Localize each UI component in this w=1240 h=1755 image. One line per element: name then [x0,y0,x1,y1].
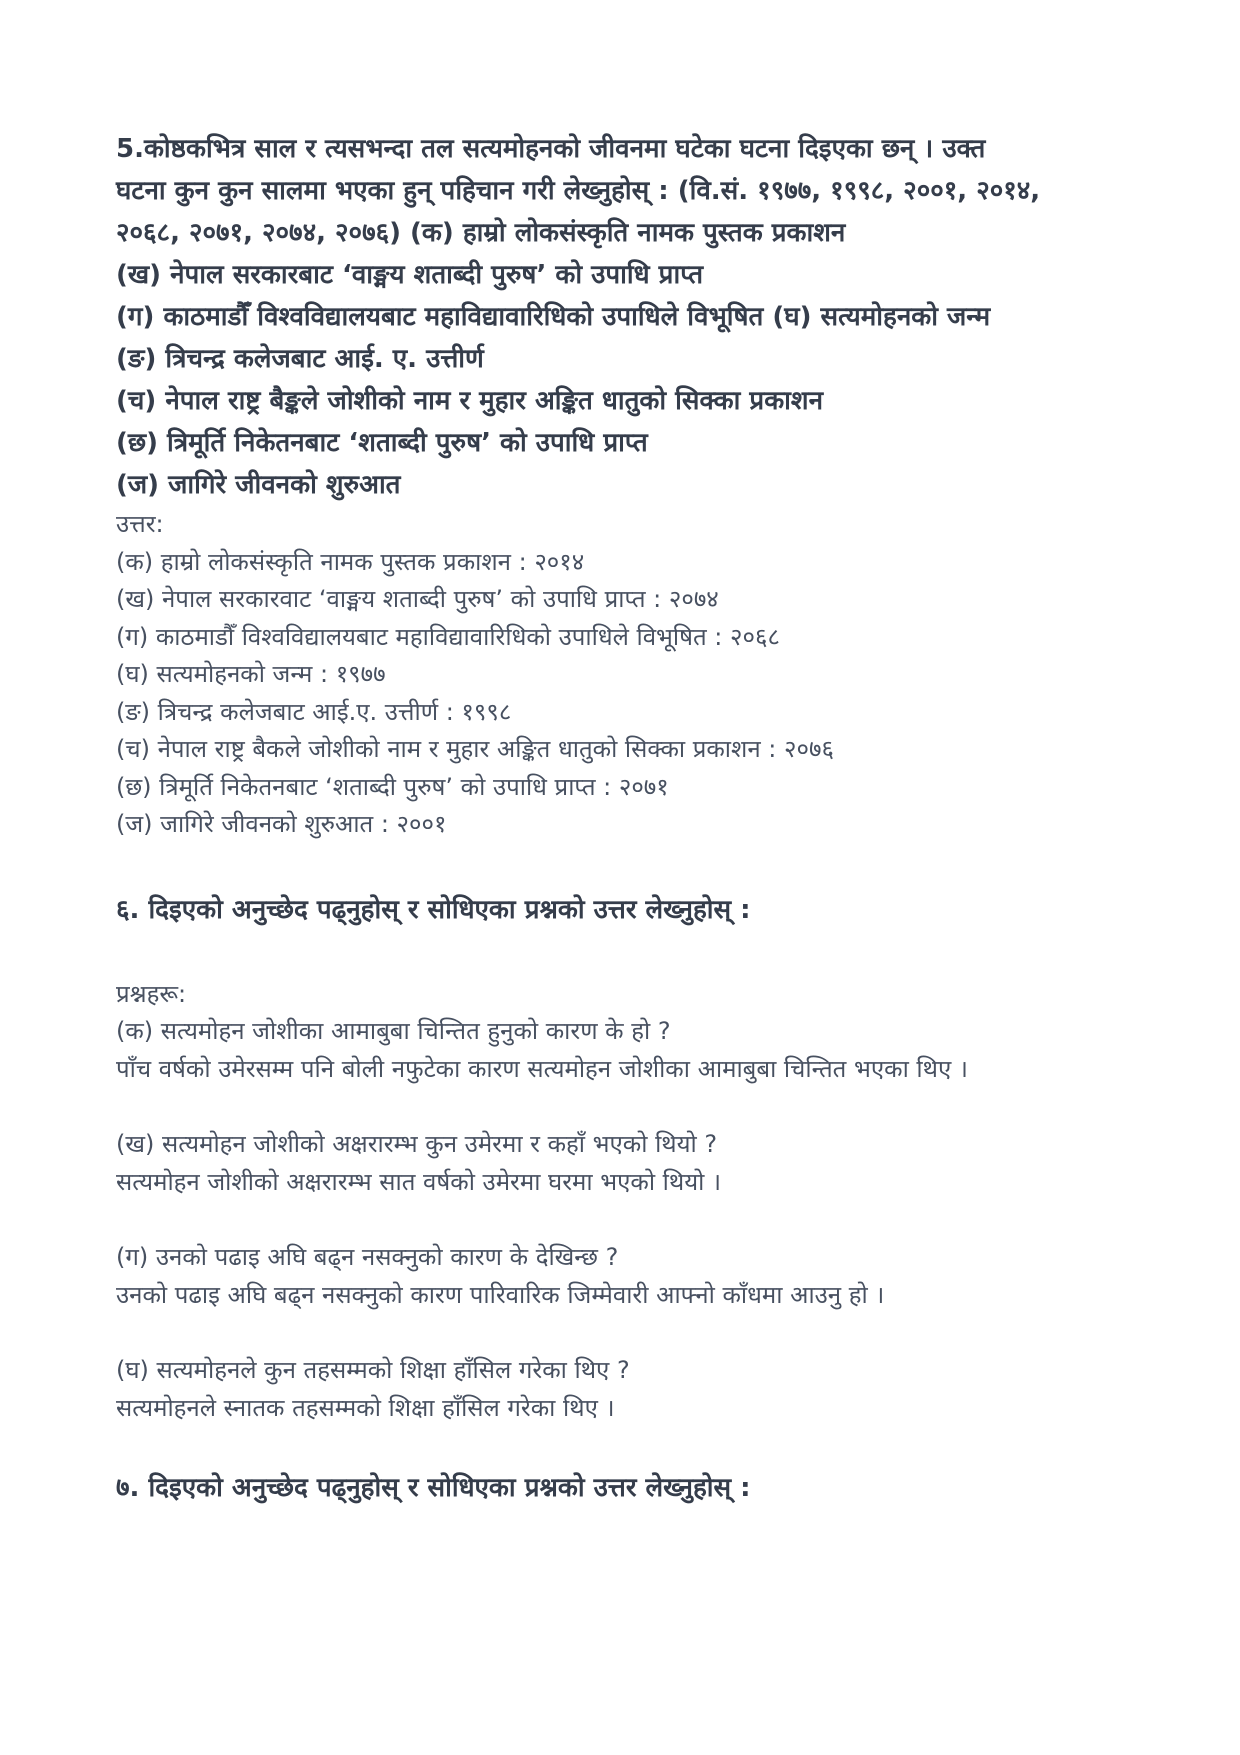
question-6-ka: (क) सत्यमोहन जोशीका आमाबुबा चिन्तित हुनुको कारण के हो ? [116,1017,671,1045]
question-5-line-9: (ज) जागिरे जीवनको शुरुआत [116,470,401,500]
question-7-heading: ७. दिइएको अनुच्छेद पढ्नुहोस् र सोधिएका प्रश्नको उत्तर लेख्नुहोस् : [116,1473,751,1503]
question-6-heading: ६. दिइएको अनुच्छेद पढ्नुहोस् र सोधिएका प्रश्नको उत्तर लेख्नुहोस् : [116,894,751,925]
question-5-line-1: 5.कोष्ठकभित्र साल र त्यसभन्दा तल सत्यमोहनको जीवनमा घटेका घटना दिइएका छन् । उक्त [116,134,986,164]
answer-line-8: (ज) जागिरे जीवनको शुरुआत : २००१ [116,810,447,838]
question-5-line-7: (च) नेपाल राष्ट्र बैङ्कले जोशीको नाम र मुहार अङ्कित धातुको सिक्का प्रकाशन [116,386,824,416]
answer-6-ga: उनको पढाइ अघि बढ्न नसक्नुको कारण पारिवारिक जिम्मेवारी आफ्नो काँधमा आउनु हो । [116,1280,885,1309]
question-6-gha: (घ) सत्यमोहनले कुन तहसम्मको शिक्षा हाँसिल गरेका थिए ? [116,1356,630,1384]
question-5-line-2: घटना कुन कुन सालमा भएका हुन् पहिचान गरी लेख्नुहोस् : (वि.सं. १९७७, १९९८, २००१, २०१४, [116,176,1041,206]
answer-6-gha: सत्यमोहनले स्नातक तहसम्मको शिक्षा हाँसिल गरेका थिए । [116,1393,615,1422]
question-6-ga: (ग) उनको पढाइ अघि बढ्न नसक्नुको कारण के देखिन्छ ? [116,1243,619,1271]
answer-line-2: (ख) नेपाल सरकारवाट ‘वाङ्मय शताब्दी पुरुष’ को उपाधि प्राप्त : २०७४ [116,585,719,613]
answer-line-1: (क) हाम्रो लोकसंस्कृति नामक पुस्तक प्रकाशन : २०१४ [116,547,585,576]
question-5-line-8: (छ) त्रिमूर्ति निकेतनबाट ‘शताब्दी पुरुष’ को उपाधि प्राप्त [116,428,648,458]
document-page [116,128,1126,1509]
question-6-kha: (ख) सत्यमोहन जोशीको अक्षरारम्भ कुन उमेरमा र कहाँ भएको थियो ? [116,1130,718,1158]
answer-label: उत्तर: [116,510,164,538]
answer-line-5: (ङ) त्रिचन्द्र कलेजबाट आई.ए. उत्तीर्ण : १९९८ [116,697,512,726]
question-5-line-6: (ङ) त्रिचन्द्र कलेजबाट आई. ए. उत्तीर्ण [116,344,484,374]
answer-line-7: (छ) त्रिमूर्ति निकेतनबाट ‘शताब्दी पुरुष’ को उपाधि प्राप्त : २०७१ [116,772,669,801]
answer-line-3: (ग) काठमाडौँ विश्वविद्यालयबाट महाविद्यावारिधिको उपाधिले विभूषित : २०६८ [116,622,780,651]
question-5-line-3: २०६८, २०७१, २०७४, २०७६) (क) हाम्रो लोकसंस्कृति नामक पुस्तक प्रकाशन [116,218,846,248]
questions-label: प्रश्नहरू: [116,979,187,1008]
answer-6-kha: सत्यमोहन जोशीको अक्षरारम्भ सात वर्षको उमेरमा घरमा भएको थियो । [116,1167,722,1196]
answer-line-6: (च) नेपाल राष्ट्र बैकले जोशीको नाम र मुहार अङ्कित धातुको सिक्का प्रकाशन : २०७६ [116,735,834,763]
question-5 [116,128,1126,844]
question-6 [116,889,1126,1428]
question-5-line-5: (ग) काठमाडौँ विश्वविद्यालयबाट महाविद्यावारिधिको उपाधिले विभूषित (घ) सत्यमोहनको जन्म [116,302,991,332]
question-7 [116,1467,1126,1509]
answer-line-4: (घ) सत्यमोहनको जन्म : १९७७ [116,660,386,688]
question-5-line-4: (ख) नेपाल सरकारबाट ‘वाङ्मय शताब्दी पुरुष’ को उपाधि प्राप्त [116,260,704,290]
answer-6-ka: पाँच वर्षको उमेरसम्म पनि बोली नफुटेका कारण सत्यमोहन जोशीका आमाबुबा चिन्तित भएका थिए । [116,1054,968,1083]
